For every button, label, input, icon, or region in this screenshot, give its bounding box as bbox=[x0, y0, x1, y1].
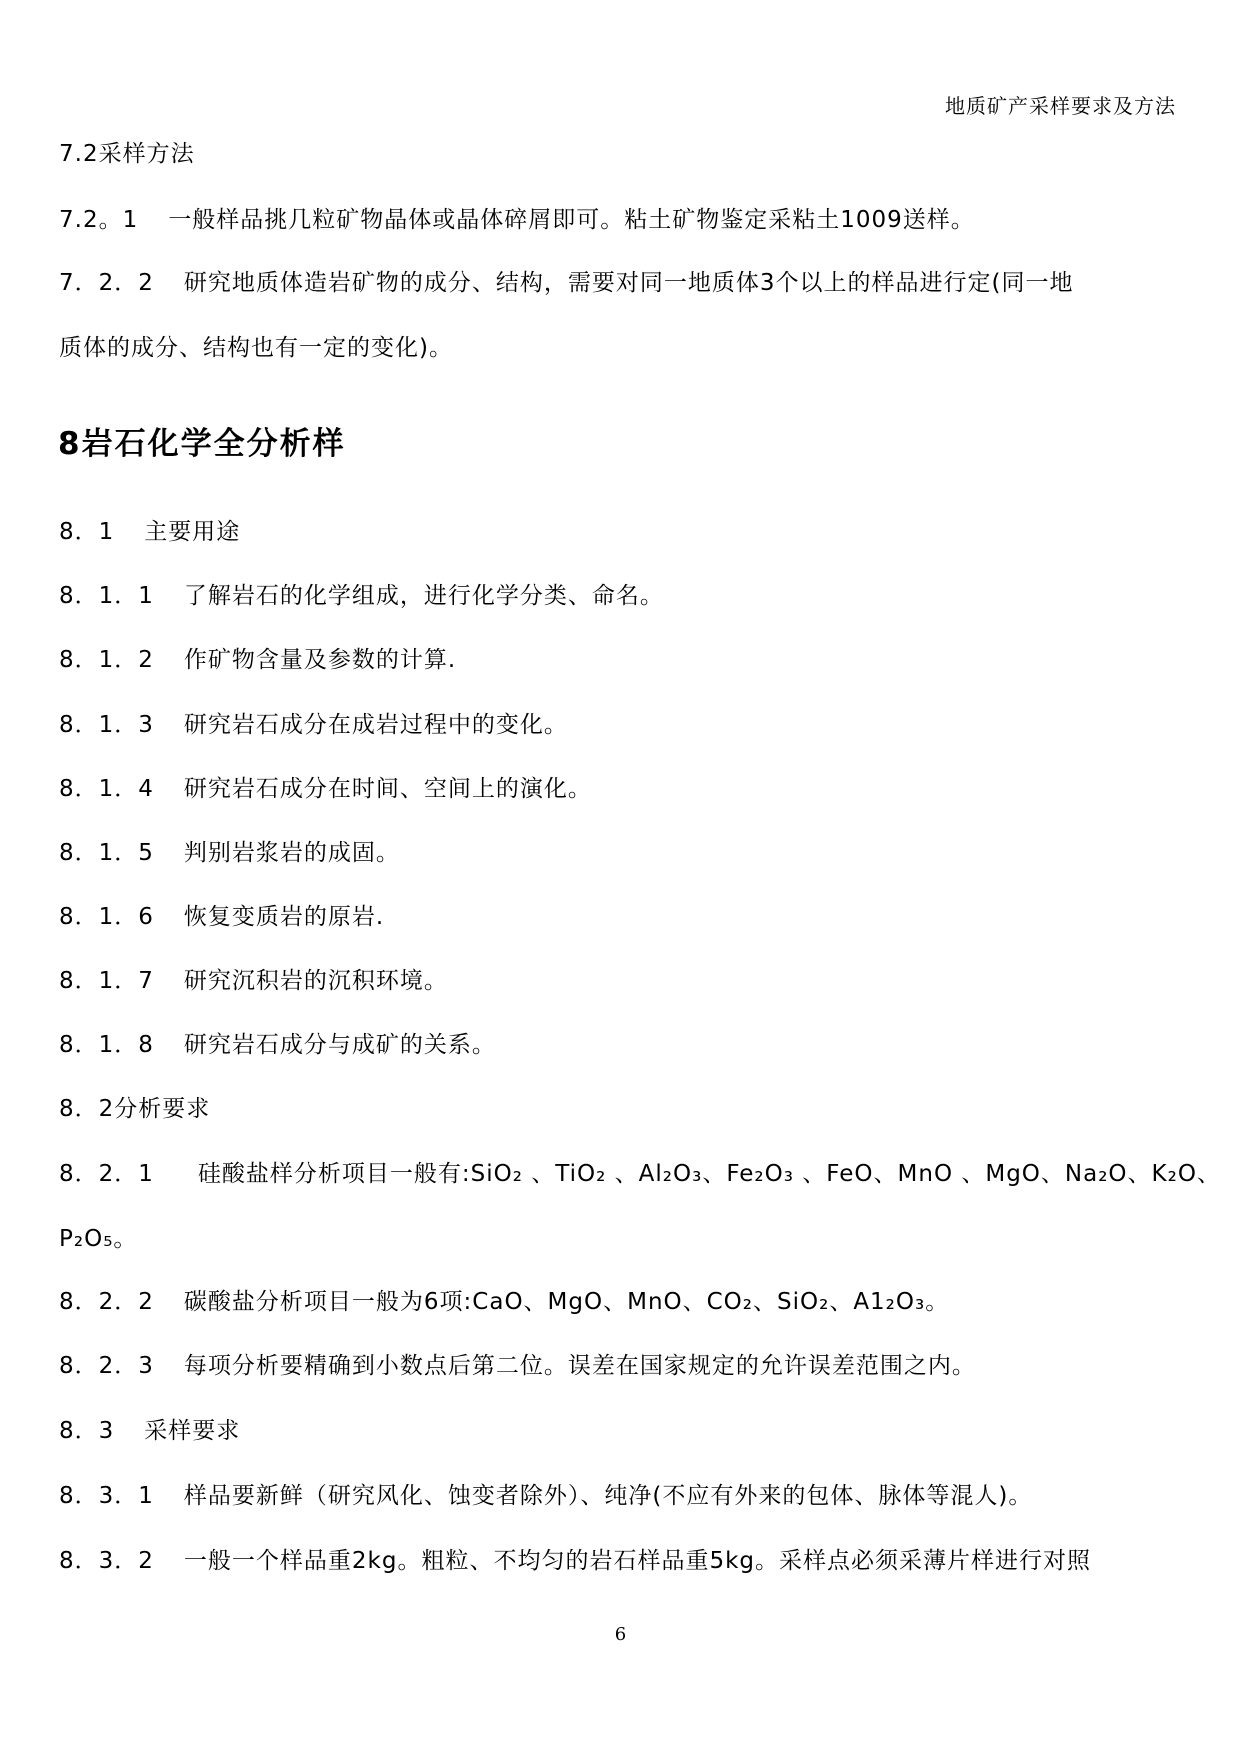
paragraph-text: 作矿物含量及参数的计算. bbox=[183, 647, 457, 673]
paragraph-number: 8．1．8 bbox=[59, 1032, 154, 1058]
item-8-1-8 bbox=[59, 1026, 496, 1059]
paragraph-text: 恢复变质岩的原岩. bbox=[183, 904, 385, 930]
item-8-1-6 bbox=[59, 898, 384, 931]
item-8-2-1-continued: P₂O₅。 bbox=[59, 1226, 138, 1252]
paragraph-number: 8．2．1 bbox=[59, 1161, 154, 1187]
page-header: 地质矿产采样要求及方法 bbox=[945, 94, 1176, 118]
paragraph-text: 分析要求 bbox=[114, 1096, 211, 1122]
paragraph-text: 研究岩石成分在时间、空间上的演化。 bbox=[183, 776, 592, 802]
paragraph-number: 8．1．7 bbox=[59, 968, 154, 994]
paragraph-number: 8．1．1 bbox=[59, 583, 154, 609]
paragraph-text: 一般一个样品重2kg。粗粒、不均匀的岩石样品重5kg。采样点必须采薄片样进行对照 bbox=[183, 1548, 1092, 1574]
paragraph-text: 研究沉积岩的沉积环境。 bbox=[183, 968, 448, 994]
item-8-2-3 bbox=[59, 1347, 976, 1380]
paragraph-text: 研究岩石成分与成矿的关系。 bbox=[183, 1032, 496, 1058]
paragraph-number: 8．3 bbox=[59, 1418, 115, 1444]
paragraph-number: 8．1．3 bbox=[59, 712, 154, 738]
subsection-8-2 bbox=[59, 1090, 210, 1123]
paragraph-text: 判别岩浆岩的成固。 bbox=[183, 840, 400, 866]
item-8-1-3 bbox=[59, 706, 568, 739]
subsection-8-3 bbox=[59, 1412, 240, 1445]
paragraph-number: 8．1．2 bbox=[59, 647, 154, 673]
paragraph-number: 8．2 bbox=[59, 1096, 115, 1122]
item-8-1-7 bbox=[59, 962, 448, 995]
paragraph-text: 硅酸盐样分析项目一般有:SiO₂ 、TiO₂ 、Al₂O₃、Fe₂O₃ 、FeO、MnO 、MgO、Na₂O、K₂O、 bbox=[197, 1161, 1221, 1187]
paragraph-number: 8．1 bbox=[59, 519, 115, 545]
paragraph-number: 8．1．5 bbox=[59, 840, 154, 866]
item-8-3-2 bbox=[59, 1542, 1091, 1575]
paragraph-text: 研究地质体造岩矿物的成分、结构，需要对同一地质体3个以上的样品进行定(同一地 bbox=[183, 270, 1074, 296]
item-8-3-1 bbox=[59, 1477, 1032, 1510]
item-8-1-1 bbox=[59, 577, 664, 610]
paragraph-text: 样品要新鲜（研究风化、蚀变者除外）、纯净(不应有外来的包体、脉体等混人)。 bbox=[183, 1483, 1033, 1509]
item-8-1-2 bbox=[59, 641, 456, 674]
paragraph-text: 采样要求 bbox=[144, 1418, 241, 1444]
item-8-1-4 bbox=[59, 770, 592, 803]
section-8-heading: 8岩石化学全分析样 bbox=[58, 426, 346, 462]
section-7-2-title: 7.2采样方法 bbox=[59, 141, 195, 167]
paragraph-text: 研究岩石成分在成岩过程中的变化。 bbox=[183, 712, 568, 738]
paragraph-number: 8．3．1 bbox=[59, 1483, 154, 1509]
paragraph-7-2-1 bbox=[59, 201, 975, 234]
paragraph-text: 一般样品挑几粒矿物晶体或晶体碎屑即可。粘土矿物鉴定采粘土1009送样。 bbox=[168, 207, 975, 233]
item-8-2-1 bbox=[59, 1155, 1221, 1188]
item-8-2-2 bbox=[59, 1283, 949, 1316]
paragraph-number: 8．1．6 bbox=[59, 904, 154, 930]
paragraph-number: 8．3．2 bbox=[59, 1548, 154, 1574]
paragraph-text: 碳酸盐分析项目一般为6项:CaO、MgO、MnO、CO₂、SiO₂、A1₂O₃。 bbox=[183, 1289, 950, 1315]
paragraph-number: 8．1．4 bbox=[59, 776, 154, 802]
subsection-8-1 bbox=[59, 513, 240, 546]
item-8-1-5 bbox=[59, 834, 400, 867]
paragraph-number: 8．2．2 bbox=[59, 1289, 154, 1315]
paragraph-number: 7.2。1 bbox=[59, 207, 139, 233]
paragraph-text: 每项分析要精确到小数点后第二位。误差在国家规定的允许误差范围之内。 bbox=[183, 1353, 976, 1379]
paragraph-text: 了解岩石的化学组成，进行化学分类、命名。 bbox=[183, 583, 664, 609]
paragraph-7-2-2-continued: 质体的成分、结构也有一定的变化)。 bbox=[59, 335, 453, 361]
paragraph-7-2-2 bbox=[59, 264, 1074, 297]
page-number: 6 bbox=[614, 1624, 627, 1645]
paragraph-number: 7．2．2 bbox=[59, 270, 154, 296]
paragraph-text: 主要用途 bbox=[144, 519, 241, 545]
paragraph-number: 8．2．3 bbox=[59, 1353, 154, 1379]
